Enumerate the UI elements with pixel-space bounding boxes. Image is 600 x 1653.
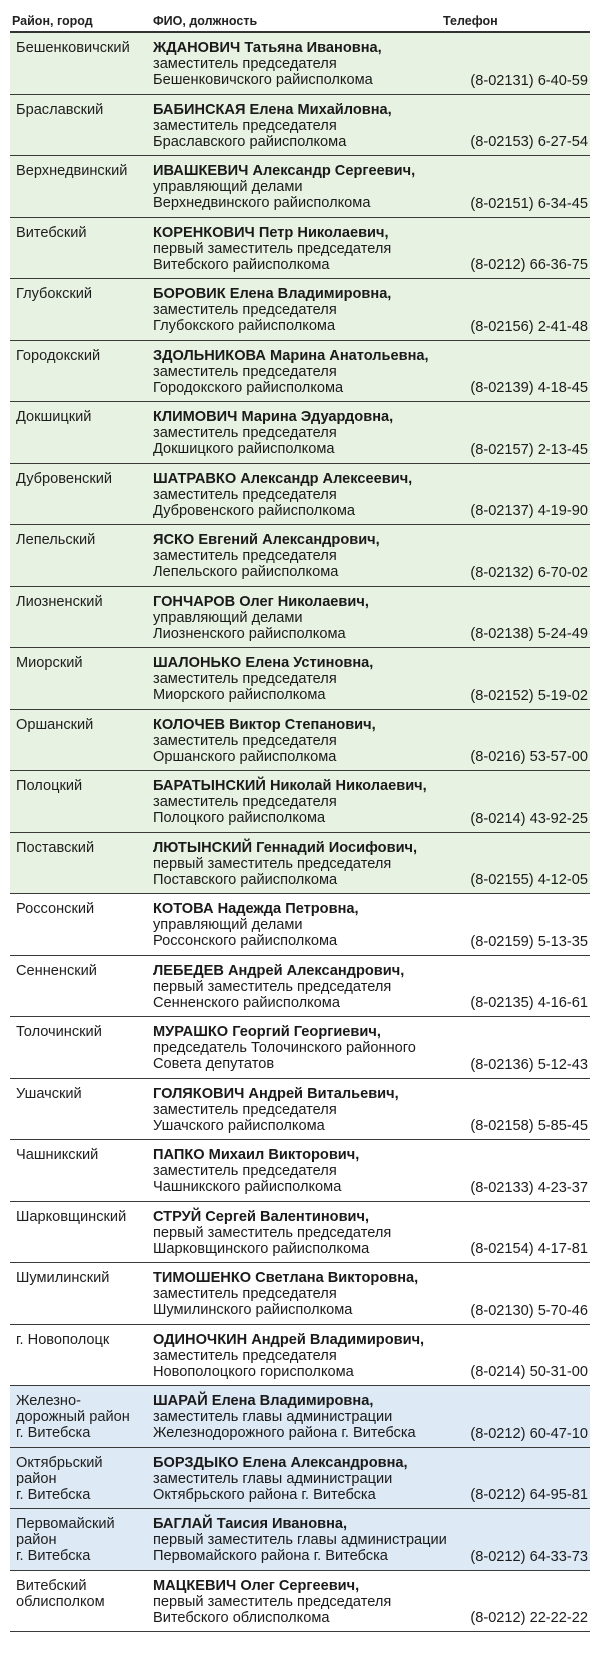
person-position-line: заместитель председателя — [153, 1347, 337, 1364]
person-name — [153, 840, 590, 856]
phone-number: (8-02133) 4-23-37 — [470, 1179, 588, 1196]
person-given-name: Александр Сергеевич, — [252, 163, 416, 179]
person-given-name: Таисия Ивановна, — [216, 1516, 348, 1532]
district-cell — [10, 587, 153, 648]
table-row — [10, 1263, 590, 1325]
table-row — [10, 1140, 590, 1202]
person-position-line: Бешенковичского райисполкома — [153, 72, 373, 88]
table-row — [10, 1571, 590, 1633]
district-line: Россонский — [16, 901, 95, 917]
district-cell — [10, 1325, 153, 1386]
table-row — [10, 648, 590, 710]
person-given-name: Александр Алексеевич, — [240, 470, 413, 487]
table-row — [10, 95, 590, 157]
district-line: Железно- — [16, 1393, 81, 1409]
person-given-name: Татьяна Ивановна, — [244, 40, 382, 56]
district-cell — [10, 402, 153, 463]
person-position-line: Верхнедвинского райисполкома — [153, 195, 371, 211]
phone-number: (8-0212) 66-36-75 — [470, 257, 588, 273]
district-cell — [10, 95, 153, 156]
district-line: Октябрьский — [16, 1454, 103, 1471]
person-name — [153, 1086, 590, 1102]
district-cell — [10, 1017, 153, 1078]
person-cell — [153, 1140, 590, 1201]
phone-number: (8-0212) 64-95-81 — [470, 1487, 588, 1503]
district-cell — [10, 341, 153, 402]
district-cell — [10, 1202, 153, 1263]
person-position-line: Шумилинского райисполкома — [153, 1302, 353, 1318]
table-row — [10, 771, 590, 833]
phone-number: (8-02153) 6-27-54 — [470, 134, 588, 150]
person-position-line: Первомайского района г. Витебска — [153, 1548, 388, 1564]
district-line: дорожный район — [16, 1409, 130, 1425]
person-name — [153, 348, 590, 364]
district-line: Толочинский — [16, 1024, 102, 1040]
phone-number: (8-0214) 50-31-00 — [470, 1364, 588, 1380]
person-given-name: Геннадий Иосифович, — [256, 839, 418, 856]
person-surname: ИВАШКЕВИЧ — [153, 163, 249, 179]
person-cell — [153, 341, 590, 402]
person-position-line: первый заместитель председателя — [153, 1224, 392, 1241]
person-cell — [153, 771, 590, 832]
person-name — [153, 778, 590, 794]
person-name — [153, 471, 590, 487]
person-name — [153, 1332, 590, 1348]
person-name — [153, 102, 590, 118]
table-row — [10, 279, 590, 341]
person-given-name: Марина Эдуардовна, — [241, 409, 394, 425]
person-position-line: управляющий делами — [153, 917, 303, 933]
person-cell — [153, 1571, 590, 1632]
person-surname: БАРАТЫНСКИЙ — [153, 778, 266, 794]
person-name — [153, 286, 590, 302]
person-name — [153, 1024, 590, 1040]
table-row — [10, 464, 590, 526]
person-position-line: Миорского райисполкома — [153, 687, 326, 703]
person-given-name: Светлана Викторовна, — [255, 1270, 419, 1286]
person-given-name: Андрей Витальевич, — [248, 1085, 399, 1102]
district-line: Чашникский — [16, 1147, 99, 1163]
table-row — [10, 956, 590, 1018]
person-position-line: управляющий делами — [153, 179, 303, 195]
person-surname: ПАПКО — [153, 1147, 205, 1163]
person-surname: ЛЮТЫНСКИЙ — [153, 839, 253, 856]
phone-number: (8-02131) 6-40-59 — [470, 72, 588, 89]
district-line: облисполком — [16, 1593, 105, 1610]
person-position-line: первый заместитель председателя — [153, 978, 392, 995]
person-position-line: Россонского райисполкома — [153, 933, 338, 949]
person-position-line: Новополоцкого горисполкома — [153, 1363, 354, 1380]
person-surname: ЖДАНОВИЧ — [153, 40, 241, 56]
table-row — [10, 1079, 590, 1141]
person-surname: ТИМОШЕНКО — [153, 1270, 252, 1286]
person-cell — [153, 218, 590, 279]
person-position-line: заместитель председателя — [153, 56, 337, 72]
person-given-name: Олег Сергеевич, — [240, 1577, 360, 1594]
person-cell — [153, 710, 590, 771]
person-position-line: Поставского райисполкома — [153, 871, 338, 888]
district-line: Витебский — [16, 224, 87, 241]
person-surname: МАЦКЕВИЧ — [153, 1577, 237, 1594]
phone-number: (8-02158) 5-85-45 — [470, 1118, 588, 1134]
person-given-name: Евгений Александрович, — [198, 532, 380, 548]
district-line: Ушачский — [16, 1085, 82, 1102]
person-position-line: заместитель председателя — [153, 117, 337, 134]
person-given-name: Николай Николаевич, — [269, 778, 427, 794]
district-cell — [10, 771, 153, 832]
person-given-name: Марина Анатольевна, — [269, 347, 429, 364]
district-line: Лепельский — [16, 532, 96, 548]
person-cell — [153, 1017, 590, 1078]
district-line: Городокский — [16, 347, 101, 364]
district-line: Шарковщинский — [16, 1208, 127, 1225]
table-row — [10, 156, 590, 218]
district-line: Миорский — [16, 655, 83, 671]
table-row — [10, 525, 590, 587]
phone-number: (8-02159) 5-13-35 — [470, 933, 588, 950]
person-position-line: первый заместитель главы администрации — [153, 1532, 447, 1548]
district-cell — [10, 1509, 153, 1570]
person-position-line: Витебского облисполкома — [153, 1609, 330, 1626]
person-position-line: заместитель председателя — [153, 1101, 337, 1118]
person-position-line: заместитель председателя — [153, 732, 337, 749]
phone-number: (8-02135) 4-16-61 — [470, 995, 588, 1011]
person-cell — [153, 1509, 590, 1570]
district-cell — [10, 833, 153, 894]
person-position-line: заместитель председателя — [153, 1163, 337, 1179]
phone-number: (8-02157) 2-13-45 — [470, 441, 588, 458]
person-cell — [153, 648, 590, 709]
district-cell — [10, 1079, 153, 1140]
person-cell — [153, 1325, 590, 1386]
person-position-line: первый заместитель председателя — [153, 855, 392, 872]
person-given-name: Елена Владимировна, — [229, 286, 392, 302]
person-given-name: Андрей Александрович, — [227, 962, 405, 979]
person-position-line: первый заместитель председателя — [153, 240, 392, 257]
person-cell — [153, 956, 590, 1017]
person-position-line: заместитель главы администрации — [153, 1470, 393, 1487]
person-position-line: заместитель председателя — [153, 548, 337, 564]
person-surname: ШАТРАВКО — [153, 470, 237, 487]
phone-number: (8-02156) 2-41-48 — [470, 318, 588, 335]
district-line: г. Витебска — [16, 1548, 91, 1564]
header-phone: Телефон — [443, 14, 498, 28]
district-line: Поставский — [16, 839, 95, 856]
district-line: г. Витебска — [16, 1425, 91, 1441]
person-position-line: Железнодорожного района г. Витебска — [153, 1425, 416, 1441]
person-cell — [153, 1448, 590, 1509]
district-cell — [10, 1140, 153, 1201]
person-surname: БОРОВИК — [153, 286, 226, 302]
person-name — [153, 655, 590, 671]
person-position-line: заместитель председателя — [153, 671, 337, 687]
person-cell — [153, 1079, 590, 1140]
district-cell — [10, 1571, 153, 1632]
phone-number: (8-02155) 4-12-05 — [470, 872, 588, 888]
person-position-line: Шарковщинского райисполкома — [153, 1240, 370, 1257]
person-surname: КОРЕНКОВИЧ — [153, 224, 255, 241]
person-name — [153, 901, 590, 917]
header-name: ФИО, должность — [153, 14, 258, 28]
phone-number: (8-02132) 6-70-02 — [470, 564, 588, 581]
phone-number: (8-02136) 5-12-43 — [470, 1056, 588, 1073]
person-position-line: Сенненского райисполкома — [153, 994, 340, 1011]
phone-number: (8-02139) 4-18-45 — [470, 380, 588, 396]
phone-number: (8-02151) 6-34-45 — [470, 195, 588, 212]
district-line: Первомайский — [16, 1516, 115, 1532]
person-position-line: председатель Толочинского районного — [153, 1040, 416, 1056]
phone-number: (8-02137) 4-19-90 — [470, 503, 588, 519]
person-surname: КЛИМОВИЧ — [153, 409, 238, 425]
header-district: Район, город — [12, 14, 93, 28]
person-surname: ОДИНОЧКИН — [153, 1331, 248, 1348]
person-surname: БАБИНСКАЯ — [153, 101, 246, 118]
person-surname: КОЛОЧЕВ — [153, 716, 226, 733]
district-cell — [10, 1448, 153, 1509]
person-surname: ЯСКО — [153, 532, 195, 548]
district-cell — [10, 1263, 153, 1324]
person-name — [153, 1455, 590, 1471]
district-cell — [10, 525, 153, 586]
district-line: Бешенковичский — [16, 40, 130, 56]
table-row — [10, 1509, 590, 1571]
district-line: Сенненский — [16, 962, 97, 979]
person-position-line: Лиозненского райисполкома — [153, 625, 346, 642]
table-row — [10, 1202, 590, 1264]
person-position-line: Оршанского райисполкома — [153, 748, 337, 765]
phone-number: (8-0212) 60-47-10 — [470, 1425, 588, 1442]
person-position-line: Докшицкого райисполкома — [153, 441, 335, 457]
person-given-name: Олег Николаевич, — [239, 593, 369, 610]
person-given-name: Надежда Петровна, — [217, 901, 359, 917]
district-cell — [10, 33, 153, 94]
table-row — [10, 1386, 590, 1448]
person-position-line: заместитель председателя — [153, 1286, 337, 1302]
table-row — [10, 710, 590, 772]
person-surname: ЗДОЛЬНИКОВА — [153, 347, 266, 364]
person-given-name: Елена Устиновна, — [245, 655, 374, 671]
table-body — [10, 33, 590, 1632]
district-line: Витебский — [16, 1577, 87, 1594]
person-position-line: заместитель председателя — [153, 794, 337, 810]
person-name — [153, 717, 590, 733]
person-name — [153, 1270, 590, 1286]
district-line: Шумилинский — [16, 1270, 110, 1286]
person-name — [153, 409, 590, 425]
district-line: Оршанский — [16, 716, 94, 733]
district-cell — [10, 156, 153, 217]
table-row — [10, 587, 590, 649]
person-position-line: первый заместитель председателя — [153, 1593, 392, 1610]
person-position-line: заместитель председателя — [153, 363, 337, 380]
person-name — [153, 1516, 590, 1532]
district-line: Полоцкий — [16, 778, 83, 794]
person-cell — [153, 156, 590, 217]
table-row — [10, 33, 590, 95]
table-row — [10, 1448, 590, 1510]
district-cell — [10, 710, 153, 771]
person-given-name: Петр Николаевич, — [258, 224, 389, 241]
person-name — [153, 1209, 590, 1225]
phone-number: (8-02152) 5-19-02 — [470, 687, 588, 704]
person-cell — [153, 95, 590, 156]
person-cell — [153, 464, 590, 525]
person-cell — [153, 402, 590, 463]
phone-number: (8-0216) 53-57-00 — [470, 749, 588, 765]
person-surname: ГОЛЯКОВИЧ — [153, 1085, 245, 1102]
person-surname: ГОНЧАРОВ — [153, 593, 236, 610]
table-row — [10, 341, 590, 403]
person-position-line: заместитель главы администрации — [153, 1409, 393, 1425]
person-given-name: Сергей Валентинович, — [205, 1208, 370, 1225]
person-position-line: Полоцкого райисполкома — [153, 810, 326, 826]
district-line: г. Новополоцк — [16, 1331, 110, 1348]
person-name — [153, 1393, 590, 1409]
district-line: Браславский — [16, 101, 104, 118]
district-cell — [10, 894, 153, 955]
person-position-line: Совета депутатов — [153, 1056, 275, 1072]
person-surname: МУРАШКО — [153, 1024, 229, 1040]
person-name — [153, 594, 590, 610]
person-position-line: управляющий делами — [153, 609, 303, 626]
table-row — [10, 833, 590, 895]
district-line: Докшицкий — [16, 409, 92, 425]
person-cell — [153, 279, 590, 340]
phone-number: (8-0212) 22-22-22 — [470, 1610, 588, 1626]
person-surname: БАГЛАЙ — [153, 1516, 213, 1532]
person-position-line: Чашникского райисполкома — [153, 1179, 342, 1195]
table-row — [10, 1325, 590, 1387]
person-given-name: Георгий Георгиевич, — [232, 1024, 381, 1040]
person-given-name: Елена Владимировна, — [211, 1393, 374, 1409]
person-surname: СТРУЙ — [153, 1208, 202, 1225]
person-name — [153, 532, 590, 548]
person-name — [153, 1147, 590, 1163]
person-name — [153, 163, 590, 179]
district-line: Верхнедвинский — [16, 163, 128, 179]
person-position-line: заместитель председателя — [153, 302, 337, 318]
district-cell — [10, 279, 153, 340]
phone-number: (8-02138) 5-24-49 — [470, 626, 588, 642]
person-cell — [153, 587, 590, 648]
district-line: район — [16, 1470, 57, 1487]
person-name — [153, 40, 590, 56]
person-cell — [153, 1263, 590, 1324]
district-cell — [10, 956, 153, 1017]
district-line: г. Витебска — [16, 1486, 91, 1503]
person-cell — [153, 1386, 590, 1447]
district-line: Дубровенский — [16, 470, 113, 487]
person-position-line: Октябрьского района г. Витебска — [153, 1486, 376, 1503]
person-given-name: Михаил Викторович, — [208, 1147, 360, 1163]
person-position-line: Браславского райисполкома — [153, 133, 347, 150]
person-name — [153, 963, 590, 979]
district-line: Лиозненский — [16, 593, 103, 610]
person-position-line: Глубокского райисполкома — [153, 318, 336, 334]
phone-number: (8-02130) 5-70-46 — [470, 1302, 588, 1319]
person-cell — [153, 833, 590, 894]
table-row — [10, 1017, 590, 1079]
person-surname: ЛЕБЕДЕВ — [153, 962, 224, 979]
person-given-name: Елена Михайловна, — [249, 101, 392, 118]
person-cell — [153, 1202, 590, 1263]
table-row — [10, 218, 590, 280]
person-surname: КОТОВА — [153, 901, 214, 917]
person-given-name: Андрей Владимирович, — [251, 1331, 425, 1348]
person-position-line: заместитель председателя — [153, 425, 337, 441]
district-line: Глубокский — [16, 286, 93, 302]
person-name — [153, 225, 590, 241]
person-surname: ШАРАЙ — [153, 1393, 208, 1409]
phone-number: (8-0214) 43-92-25 — [470, 810, 588, 827]
person-given-name: Елена Александровна, — [242, 1454, 408, 1471]
table-row — [10, 894, 590, 956]
person-surname: ШАЛОНЬКО — [153, 655, 242, 671]
district-cell — [10, 648, 153, 709]
person-position-line: Дубровенского райисполкома — [153, 502, 356, 519]
person-position-line: Городокского райисполкома — [153, 379, 344, 396]
person-position-line: заместитель председателя — [153, 486, 337, 503]
person-position-line: Ушачского райисполкома — [153, 1117, 325, 1134]
person-cell — [153, 525, 590, 586]
person-position-line: Лепельского райисполкома — [153, 564, 339, 580]
district-cell — [10, 464, 153, 525]
phone-number: (8-0212) 64-33-73 — [470, 1548, 588, 1565]
contact-table — [10, 6, 590, 1632]
person-given-name: Виктор Степанович, — [229, 716, 376, 733]
phone-number: (8-02154) 4-17-81 — [470, 1241, 588, 1257]
person-name — [153, 1578, 590, 1594]
person-surname: БОРЗДЫКО — [153, 1454, 239, 1471]
table-header — [10, 6, 590, 33]
person-cell — [153, 894, 590, 955]
person-cell — [153, 33, 590, 94]
district-cell — [10, 218, 153, 279]
person-position-line: Витебского райисполкома — [153, 256, 330, 273]
table-row — [10, 402, 590, 464]
district-cell — [10, 1386, 153, 1447]
district-line: район — [16, 1532, 57, 1548]
